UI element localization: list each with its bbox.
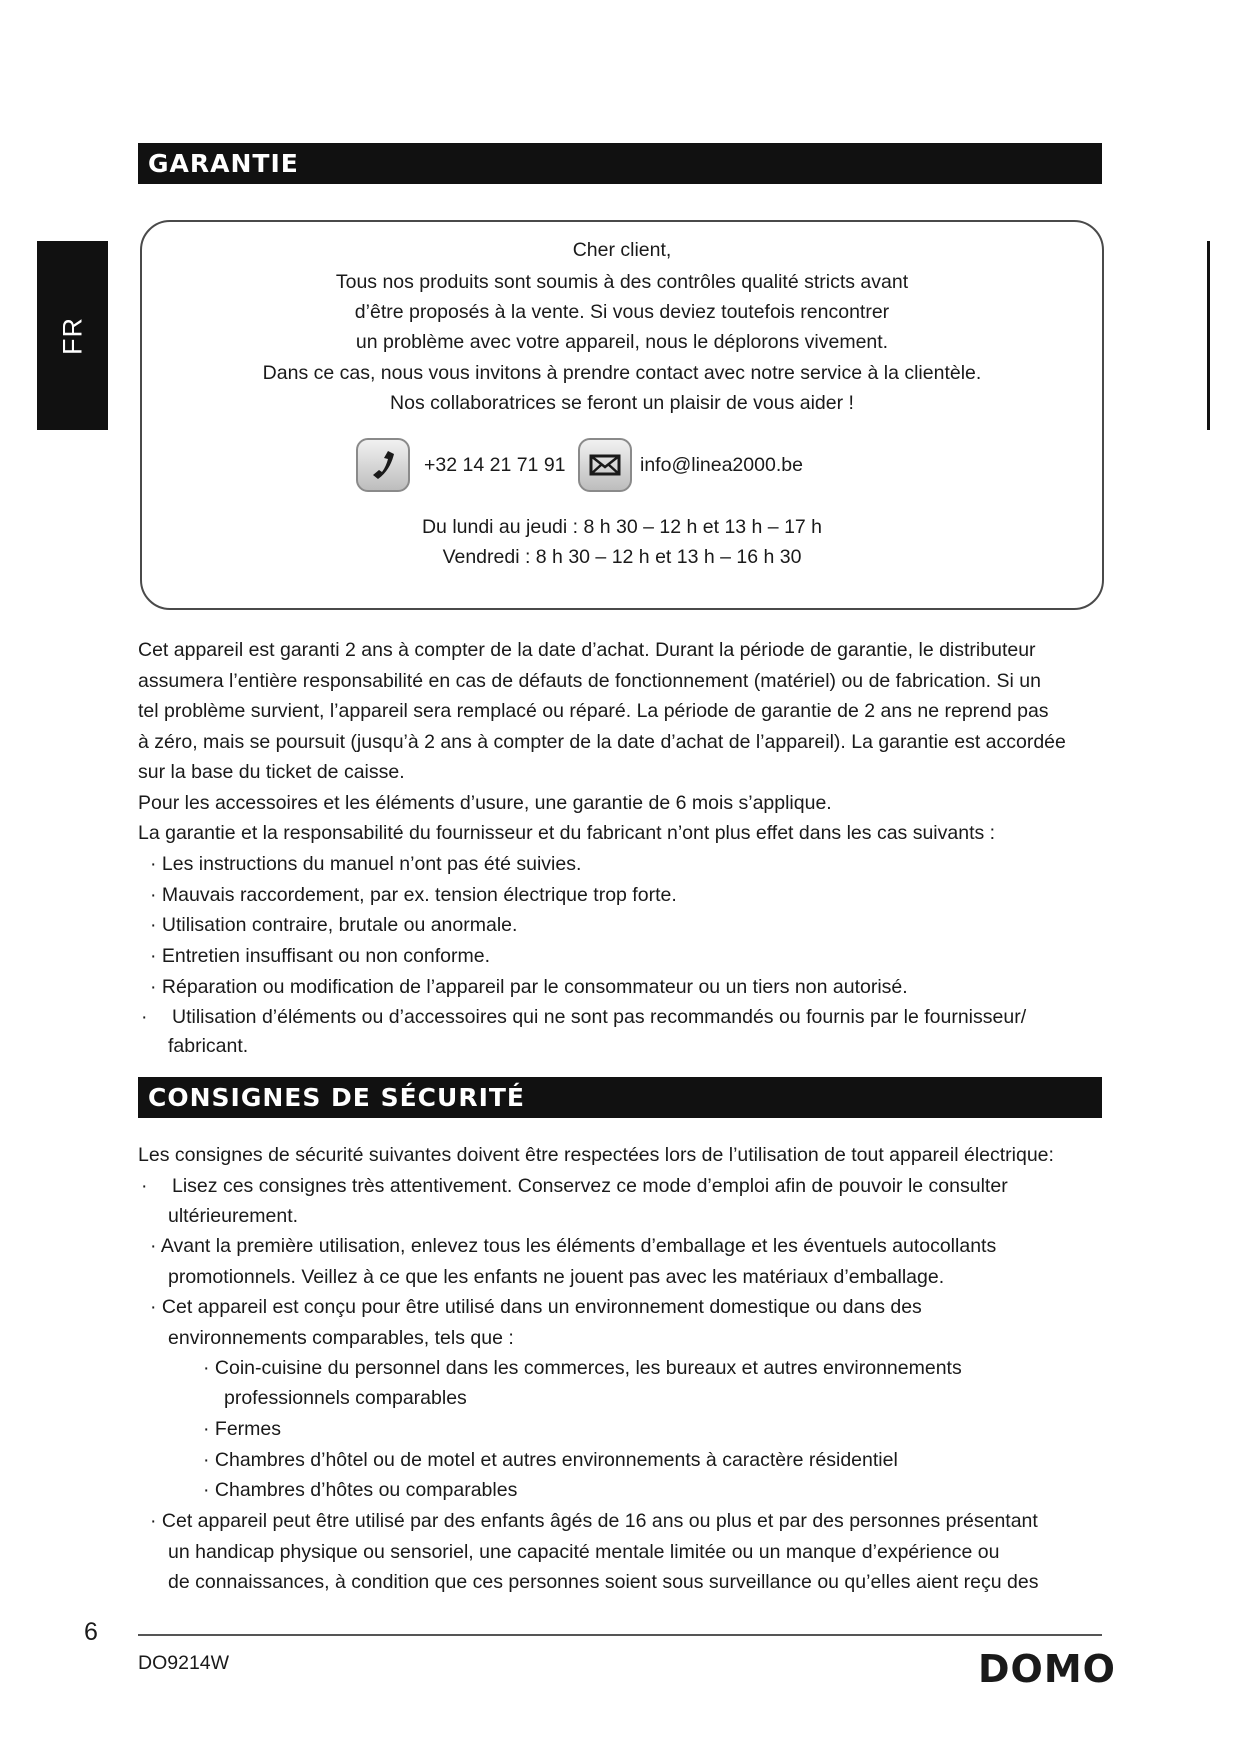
language-tab-label: FR bbox=[57, 316, 87, 355]
warranty-heading: GARANTIE bbox=[138, 143, 1102, 184]
customer-service-box bbox=[140, 220, 1104, 610]
box-line: un problème avec votre appareil, nous le déplorons vivement. bbox=[355, 331, 889, 353]
safety-item: · Cet appareil peut être utilisé par des enfants âgés de 16 ans ou plus et par des personnes présentant bbox=[150, 1510, 1038, 1532]
model-number: DO9214W bbox=[138, 1652, 230, 1674]
safety-item: Lisez ces consignes très attentivement. Conservez ce mode d’emploi afin de pouvoir le consulter bbox=[172, 1175, 1008, 1197]
safety-intro: Les consignes de sécurité suivantes doivent être respectées lors de l’utilisation de tout appareil électrique: bbox=[138, 1144, 1054, 1166]
exclusions-intro: La garantie et la responsabilité du fournisseur et du fabricant n’ont plus effet dans les cas suivants : bbox=[138, 822, 996, 844]
paragraph-line: assumera l’entière responsabilité en cas de défauts de fonctionnement (matériel) ou de fabrication. Si un bbox=[138, 669, 1041, 692]
safety-item-continued: de connaissances, à condition que ces personnes soient sous surveillance ou qu’elles aient reçu des bbox=[168, 1571, 1039, 1593]
paragraph-line: tel problème survient, l’appareil sera remplacé ou réparé. La période de garantie de 2 ans ne reprend pas bbox=[138, 700, 1049, 722]
language-tab bbox=[37, 241, 108, 430]
paragraph-line: à zéro, mais se poursuit (jusqu’à 2 ans à compter de la date d’achat de l’appareil). La garantie est accordée bbox=[138, 730, 1066, 753]
page-number: 6 bbox=[84, 1618, 98, 1646]
sub-item: · Coin-cuisine du personnel dans les commerces, les bureaux et autres environnements bbox=[203, 1357, 962, 1379]
opening-hours-friday: Vendredi : 8 h 30 – 12 h et 13 h – 16 h 30 bbox=[442, 546, 802, 568]
email-address: info@linea2000.be bbox=[640, 454, 803, 476]
exclusion-item: · Utilisation contraire, brutale ou anormale. bbox=[150, 914, 518, 936]
safety-item: · Cet appareil est conçu pour être utilisé dans un environnement domestique ou dans des bbox=[150, 1296, 922, 1318]
accessories-warranty: Pour les accessoires et les éléments d’usure, une garantie de 6 mois s’applique. bbox=[138, 791, 832, 814]
opening-hours-weekdays: Du lundi au jeudi : 8 h 30 – 12 h et 13 h – 17 h bbox=[421, 516, 823, 538]
box-line: Dans ce cas, nous vous invitons à prendre contact avec notre service à la clientèle. bbox=[262, 362, 982, 384]
safety-item-continued: un handicap physique ou sensoriel, une capacité mentale limitée ou un manque d’expérience ou bbox=[168, 1541, 1000, 1563]
sub-item: · Chambres d’hôtel ou de motel et autres environnements à caractère résidentiel bbox=[203, 1449, 898, 1471]
paragraph-line: Cet appareil est garanti 2 ans à compter de la date d’achat. Durant la période de garantie, le distributeur bbox=[138, 639, 1036, 661]
warranty-paragraph bbox=[138, 635, 1108, 849]
box-greeting: Cher client, bbox=[572, 239, 672, 261]
exclusion-item: · Mauvais raccordement, par ex. tension électrique trop forte. bbox=[150, 884, 677, 906]
safety-item-continued: ultérieurement. bbox=[168, 1205, 299, 1227]
edge-marker bbox=[1207, 241, 1210, 430]
exclusion-item: · Les instructions du manuel n’ont pas été suivies. bbox=[150, 853, 582, 875]
exclusion-item: · Réparation ou modification de l’appareil par le consommateur ou un tiers non autorisé. bbox=[150, 976, 908, 998]
footer-divider bbox=[138, 1634, 1102, 1636]
box-line: Tous nos produits sont soumis à des contrôles qualité stricts avant bbox=[335, 271, 909, 293]
brand-logo: DOMO bbox=[978, 1647, 1116, 1691]
exclusion-item: · Entretien insuffisant ou non conforme. bbox=[150, 945, 491, 967]
exclusion-item: Utilisation d’éléments ou d’accessoires qui ne sont pas recommandés ou fournis par le fournisseur/ bbox=[172, 1006, 1027, 1028]
bullet-marker: · bbox=[141, 1175, 148, 1197]
bullet-marker: · bbox=[141, 1006, 148, 1028]
safety-heading: CONSIGNES DE SÉCURITÉ bbox=[138, 1077, 1102, 1118]
safety-item-continued: promotionnels. Veillez à ce que les enfants ne jouent pas avec les matériaux d’emballage. bbox=[168, 1266, 945, 1288]
safety-item: · Avant la première utilisation, enlevez tous les éléments d’emballage et les éventuels autocollants bbox=[150, 1235, 997, 1257]
box-line: d’être proposés à la vente. Si vous deviez toutefois rencontrer bbox=[354, 301, 890, 323]
phone-number: +32 14 21 71 91 bbox=[424, 454, 566, 476]
box-line: Nos collaboratrices se feront un plaisir de vous aider ! bbox=[390, 392, 854, 414]
exclusion-item-continued: fabricant. bbox=[168, 1035, 249, 1057]
sub-item-continued: professionnels comparables bbox=[224, 1387, 467, 1409]
sub-item: · Fermes bbox=[203, 1418, 281, 1440]
sub-item: · Chambres d’hôtes ou comparables bbox=[203, 1479, 518, 1501]
envelope-icon bbox=[578, 438, 632, 492]
phone-icon bbox=[356, 438, 410, 492]
paragraph-line: sur la base du ticket de caisse. bbox=[138, 761, 405, 783]
safety-item-continued: environnements comparables, tels que : bbox=[168, 1327, 514, 1349]
